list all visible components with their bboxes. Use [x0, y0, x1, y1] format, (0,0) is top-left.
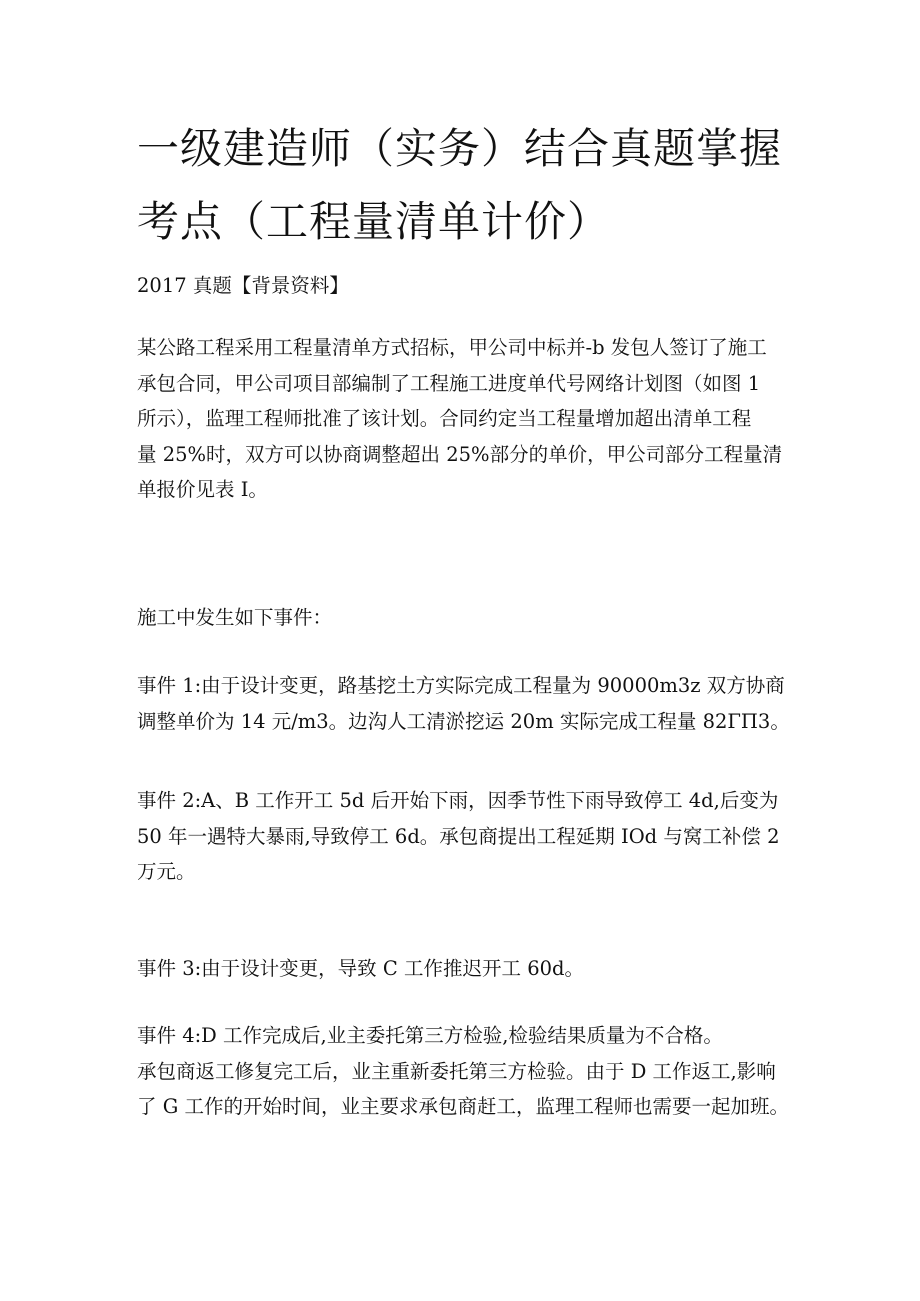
event-line: 调整单价为 14 元/m3。边沟人工清淤挖运 20m 实际完成工程量 82ΓΠ3。 — [137, 709, 790, 733]
event-3: 事件 3:由于设计变更，导致 C 工作推迟开工 60d。 — [137, 957, 584, 980]
title-line-2: 考点（工程量清单计价） — [137, 197, 611, 246]
document-title — [137, 112, 783, 258]
paragraph-line: 所示），监理工程师批准了该计划。合同约定当工程量增加超出清单工程 — [137, 407, 752, 430]
event-line: 事件 2:A、B 工作开工 5d 后开始下雨，因季节性下雨导致停工 4d,后变为 — [137, 789, 779, 812]
event-line: 了 G 工作的开始时间，业主要求承包商赶工，监理工程师也需要一起加班。 — [137, 1095, 789, 1118]
event-line: 事件 1:由于设计变更，路基挖土方实际完成工程量为 90000m3z 双方协商 — [137, 674, 785, 697]
event-line: 承包商返工修复完工后，业主重新委托第三方检验。由于 D 工作返工,影响 — [137, 1059, 776, 1083]
paragraph-line: 承包合同，甲公司项目部编制了工程施工进度单代号网络计划图（如图 1 — [137, 371, 761, 395]
event-1 — [137, 668, 790, 739]
paragraph-line: 量 25%时，双方可以协商调整超出 25%部分的单价，甲公司部分工程量清 — [137, 442, 783, 466]
event-4 — [137, 1018, 789, 1125]
event-line: 50 年一遇特大暴雨,导致停工 6d。承包商提出工程延期 IOd 与窝工补偿 2 — [137, 824, 780, 848]
event-line: 事件 4:D 工作完成后,业主委托第三方检验,检验结果质量为不合格。 — [137, 1024, 723, 1047]
event-2 — [137, 783, 779, 890]
events-intro: 施工中发生如下事件： — [137, 606, 333, 629]
subheading: 2017 真题【背景资料】 — [137, 274, 349, 297]
event-line: 万元。 — [137, 860, 196, 883]
title-line-1: 一级建造师（实务）结合真题掌握 — [137, 124, 783, 173]
paragraph-line: 单报价见表 I。 — [137, 478, 268, 501]
paragraph-line: 某公路工程采用工程量清单方式招标，甲公司中标并-b 发包人签订了施工 — [137, 336, 767, 359]
background-paragraph — [137, 330, 782, 508]
